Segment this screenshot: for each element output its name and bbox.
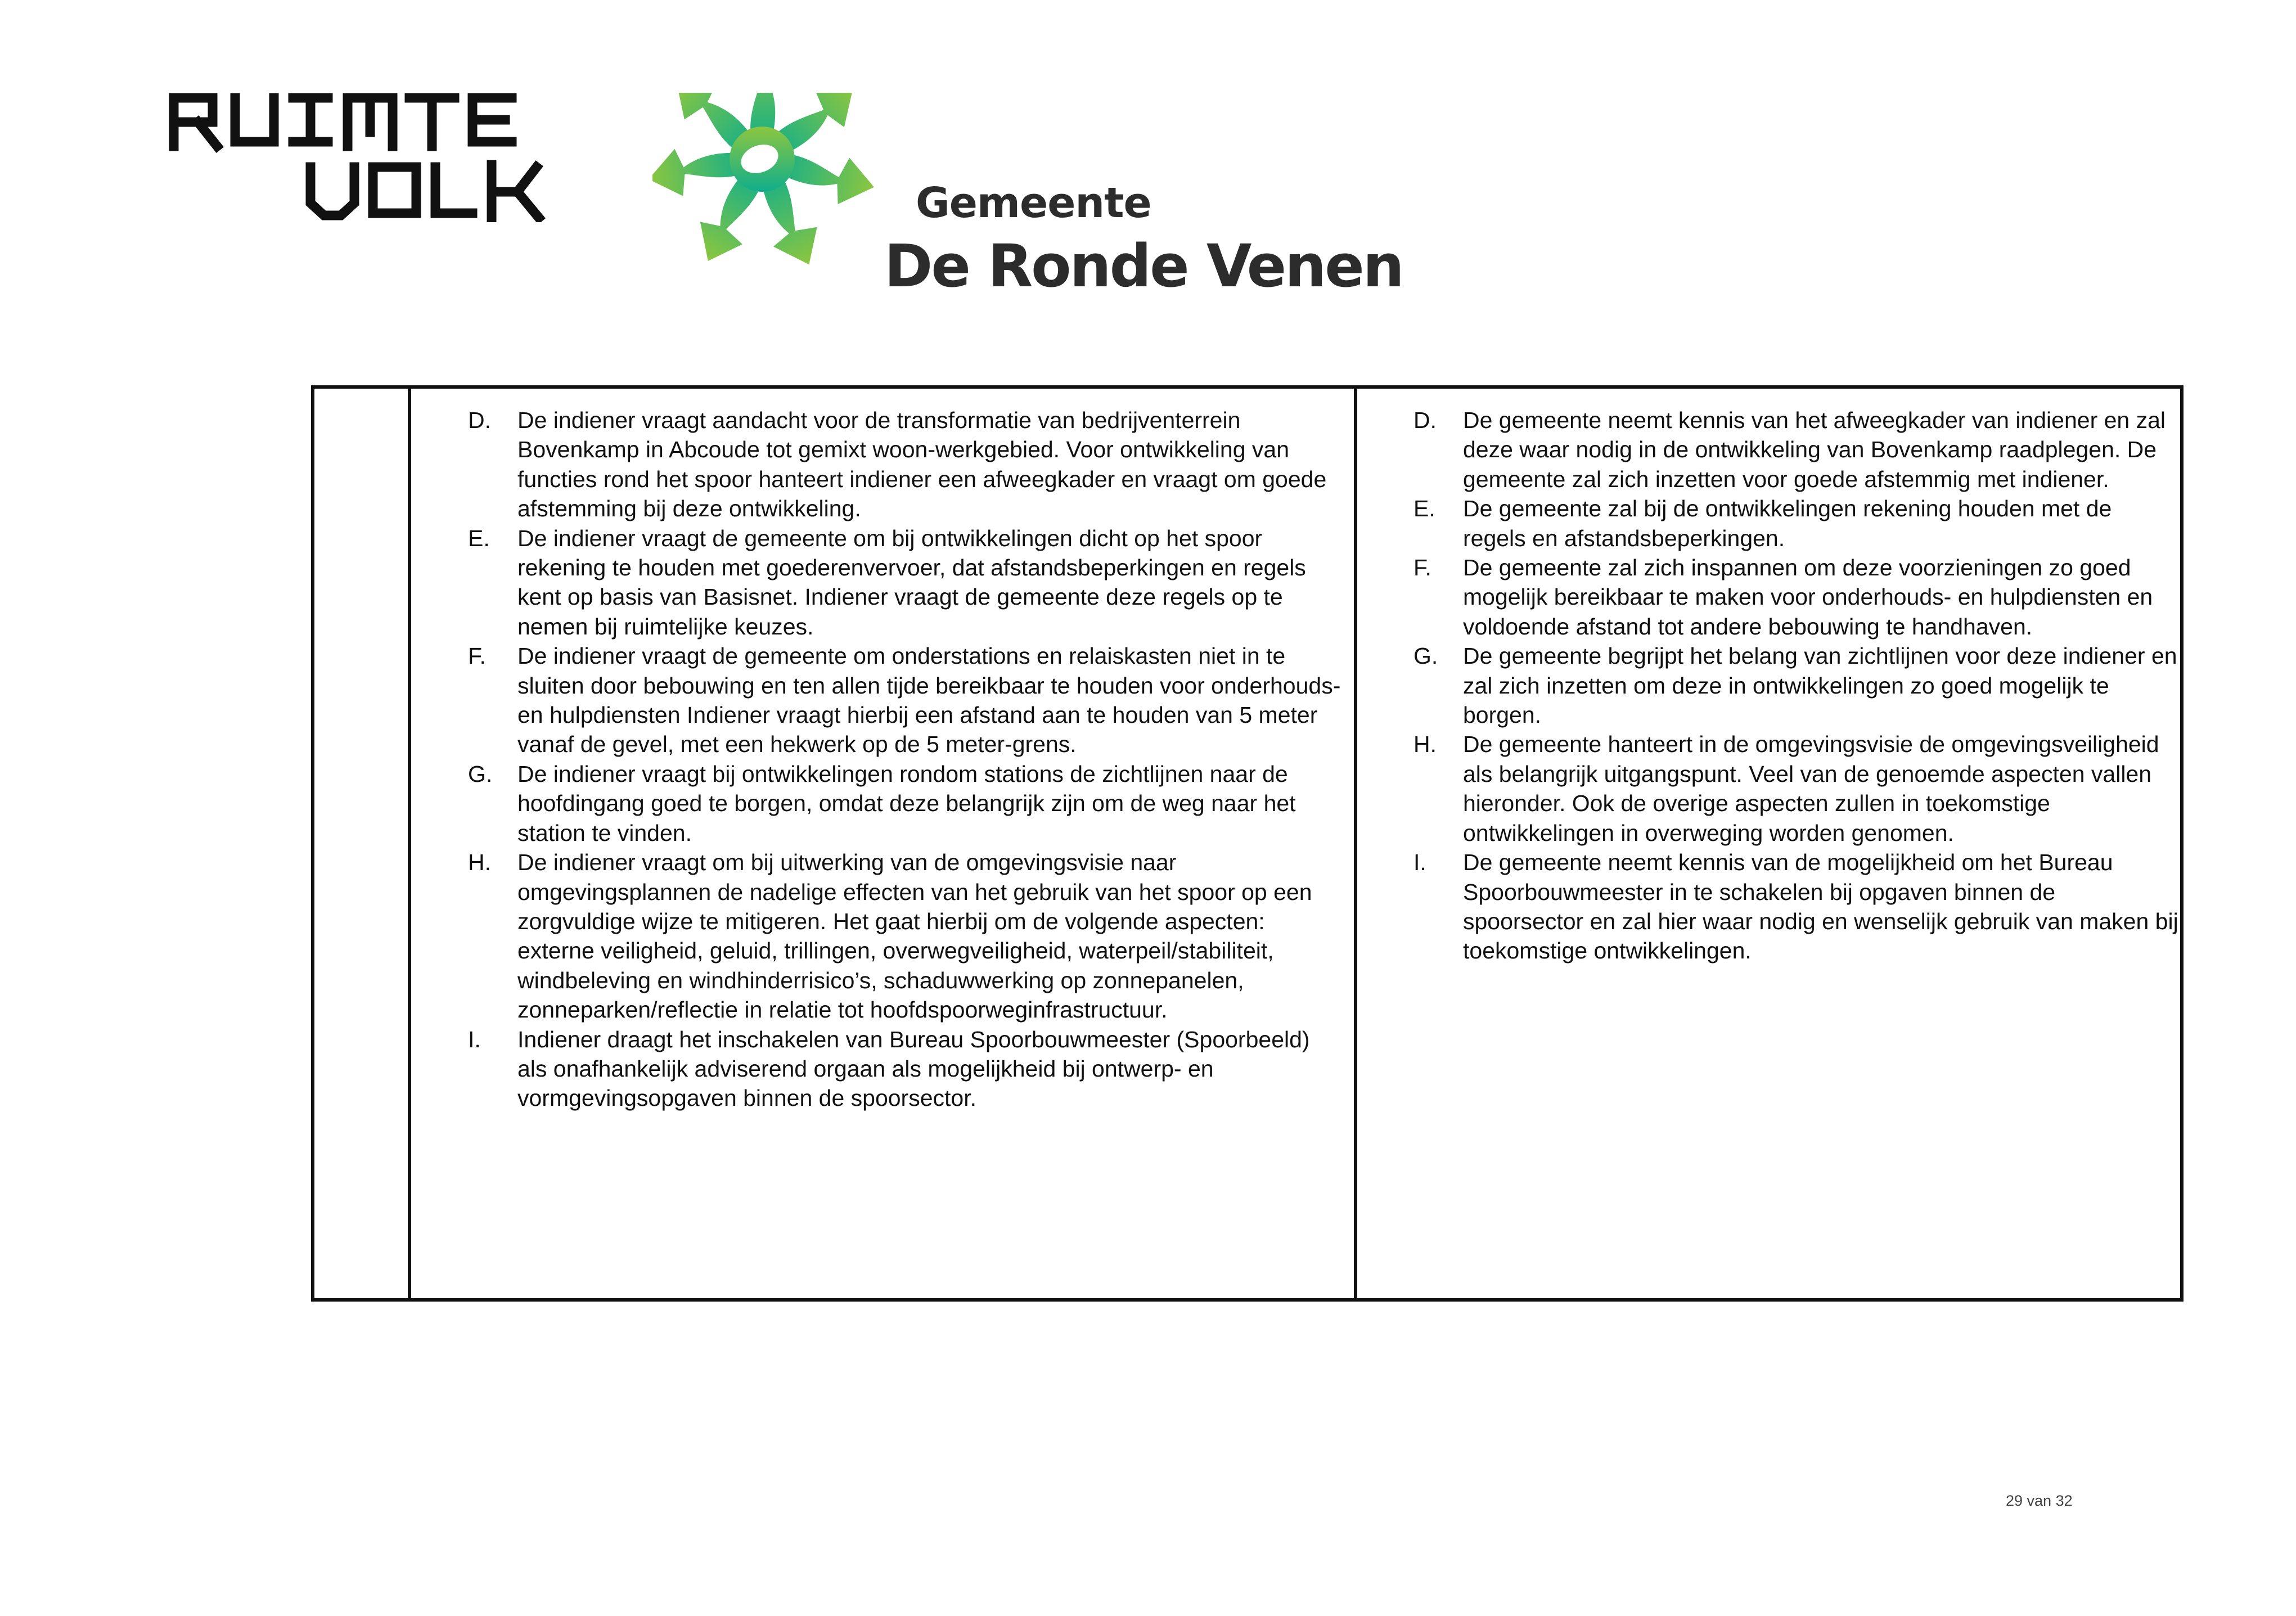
item-text: De indiener vraagt de gemeente om onderstations en relaiskasten niet in te sluiten door bebouwing en ten allen tijde bereikbaar te houden voor onderhouds-en hulpdiensten Indiener vraagt hierbij een afstand aan te houden van 5 meter vanaf de gevel, met een hekwerk op de 5 meter-grens. — [517, 643, 1341, 758]
list-item — [468, 759, 1345, 848]
list-item — [1413, 494, 2178, 553]
item-text: Indiener draagt het inschakelen van Bureau Spoorbouwmeester (Spoorbeeld) als onafhankelijk adviserend orgaan als mogelijkheid bij ontwerp- en vormgevingsopgaven binnen de spoorsector. — [517, 1026, 1310, 1111]
item-text: De indiener vraagt de gemeente om bij ontwikkelingen dicht op het spoor rekening te houden met goederenvervoer, dat afstandsbeperkingen en regels kent op basis van Basisnet. Indiener vraagt de gemeente deze regels op te nemen bij ruimtelijke keuzes. — [517, 525, 1306, 640]
list-item — [468, 641, 1345, 759]
item-marker: F. — [468, 643, 486, 669]
item-text: De gemeente begrijpt het belang van zichtlijnen voor deze indiener en zal zich inzetten om deze in ontwikkelingen zo goed mogelijk te borgen. — [1463, 643, 2177, 728]
item-text: De gemeente zal zich inspannen om deze voorzieningen zo goed mogelijk bereikbaar te maken voor onderhouds- en hulpdiensten en voldoende afstand tot andere bebouwing te handhaven. — [1463, 555, 2153, 640]
item-text: De gemeente zal bij de ontwikkelingen rekening houden met de regels en afstandsbeperkingen. — [1463, 496, 2112, 551]
item-marker: E. — [1413, 496, 1435, 522]
gemeente-name: De Ronde Venen — [884, 232, 1403, 300]
list-item — [468, 406, 1345, 524]
item-text: De gemeente hanteert in de omgevingsvisie de omgevingsveiligheid als belangrijk uitgangspunt. Veel van de genoemde aspecten vallen hieronder. Ook de overige aspecten zullen in toekomstige ontwikkelingen in overweging worden genomen. — [1463, 731, 2159, 846]
submission-list — [468, 406, 1345, 1113]
item-marker: E. — [468, 525, 490, 551]
item-marker: G. — [468, 760, 493, 787]
item-marker: D. — [1413, 407, 1437, 433]
column-divider — [1354, 389, 1357, 1298]
item-marker: F. — [1413, 555, 1431, 581]
item-text: De indiener vraagt bij ontwikkelingen rondom stations de zichtlijnen naar de hoofdingang goed te borgen, omdat deze belangrijk zijn om de weg naar het station te vinden. — [517, 760, 1296, 846]
item-marker: I. — [468, 1026, 481, 1052]
list-item — [468, 524, 1345, 642]
list-item — [1413, 730, 2178, 848]
item-marker: H. — [468, 849, 491, 876]
item-marker: D. — [468, 407, 491, 433]
list-item — [1413, 406, 2178, 494]
list-item — [1413, 848, 2178, 966]
list-item — [468, 848, 1345, 1024]
gemeente-label: Gemeente — [916, 179, 1151, 227]
ruimtevolk-logo — [169, 93, 568, 222]
item-marker: H. — [1413, 731, 1437, 758]
item-text: De gemeente neemt kennis van het afweegkader van indiener en zal deze waar nodig in de ontwikkeling van Bovenkamp raadplegen. De gemeente zal zich inzetten voor goede afstemmig met indiener. — [1463, 407, 2166, 492]
item-marker: G. — [1413, 643, 1438, 669]
item-text: De indiener vraagt aandacht voor de transformatie van bedrijventerrein Bovenkamp in Abcoude tot gemixt woon-werkgebied. Voor ontwikkeling van functies rond het spoor hanteert indiener een afweegkader en vraagt om goede afstemming bij deze ontwikkeling. — [517, 407, 1327, 522]
response-list — [1413, 406, 2178, 966]
submission-column — [468, 406, 1345, 1113]
item-marker: I. — [1413, 849, 1426, 876]
list-item — [1413, 641, 2178, 730]
list-item — [1413, 553, 2178, 641]
item-text: De indiener vraagt om bij uitwerking van de omgevingsvisie naar omgevingsplannen de nadelige effecten van het gebruik van het spoor op een zorgvuldige wijze te mitigeren. Het gaat hierbij om de volgende aspecten: externe veiligheid, geluid, trillingen, overwegveiligheid, waterpeil/stabiliteit, windbeleving en windhinderrisico’s, schaduwwerking op zonnepanelen, zonneparken/reflectie in relatie tot hoofdspoorweginfrastructuur. — [517, 849, 1312, 1023]
response-table — [311, 385, 2184, 1302]
list-item — [468, 1025, 1345, 1113]
item-text: De gemeente neemt kennis van de mogelijkheid om het Bureau Spoorbouwmeester in te schakelen bij opgaven binnen de spoorsector en zal hier waar nodig en wenselijk gebruik van maken bij toekomstige ontwikkelingen. — [1463, 849, 2178, 964]
column-divider — [408, 389, 411, 1298]
page-number: 29 van 32 — [2006, 1492, 2073, 1509]
response-column — [1413, 406, 2178, 966]
